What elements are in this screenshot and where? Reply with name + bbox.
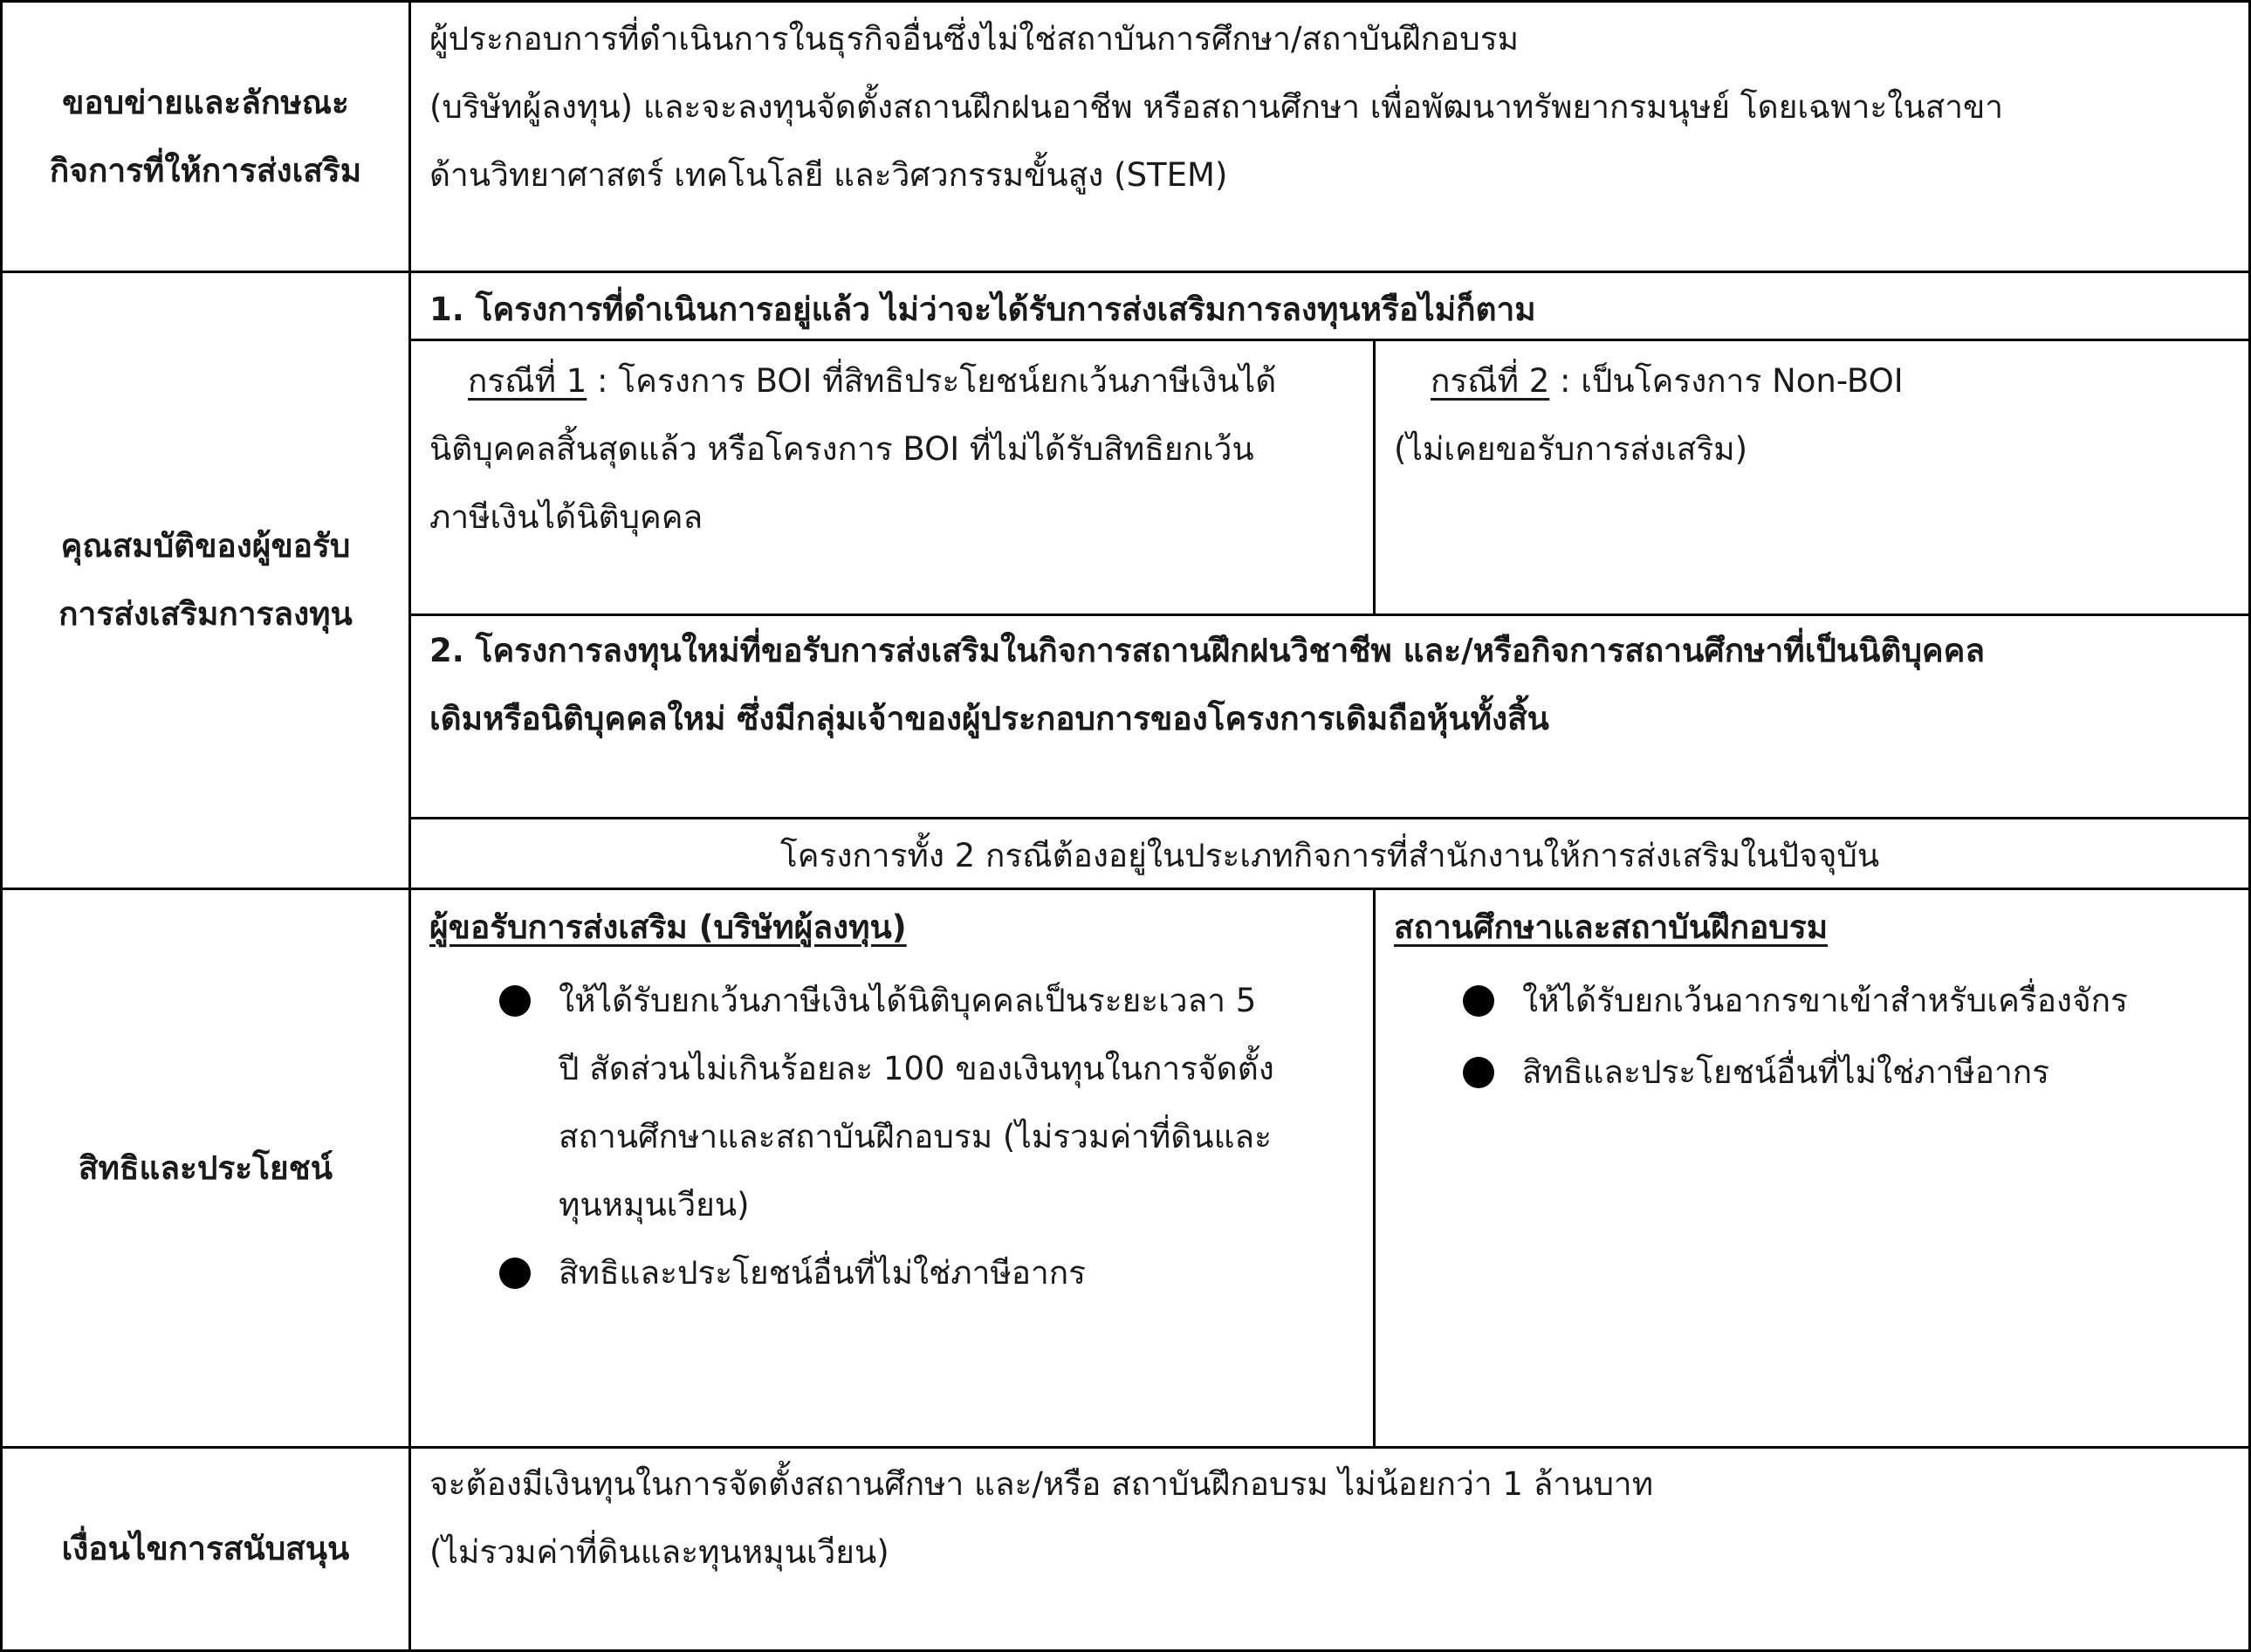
scope-content-line: ด้านวิทยาศาสตร์ เทคโนโลยี และวิศวกรรมขั้นสูง (STEM) [429,156,1228,194]
scope-label-line: กิจการที่ให้การส่งเสริม [49,151,362,189]
qualification-label-line: คุณสมบัติของผู้ขอรับ [60,527,351,565]
qualification-label-line: การส่งเสริมการลงทุน [58,595,353,633]
case1-line: นิติบุคคลสิ้นสุดแล้ว หรือโครงการ BOI ที่ไม่ได้รับสิทธิยกเว้น [429,430,1254,468]
investor-bullet1-line: สถานศึกษาและสถาบันฝึกอบรม (ไม่รวมค่าที่ดินและ [559,1118,1272,1155]
benefits-label-text: สิทธิและประโยชน์ [78,1148,333,1187]
benefits-column-divider [1373,888,1376,1448]
bullet-icon [1463,1057,1494,1088]
institution-heading-text: สถานศึกษาและสถาบันฝึกอบรม [1394,908,1829,946]
institution-bullet2-text: สิทธิและประโยชน์อื่นที่ไม่ใช่ภาษีอากร [1522,1053,2050,1091]
institution-heading [1394,894,1828,962]
qualification-note [411,822,2248,890]
case2-cell [1394,347,2241,483]
item1-text: 1. โครงการที่ดำเนินการอยู่แล้ว ไม่ว่าจะได้รับการส่งเสริมการลงทุนหรือไม่ก็ตาม [429,291,1536,328]
institution-bullet1-text: ให้ได้รับยกเว้นอากรขาเข้าสำหรับเครื่องจักร [1522,982,2128,1019]
conditions-label [3,1449,408,1649]
investor-bullet2 [559,1239,1086,1307]
institution-bullet1 [1522,967,2128,1035]
sub-divider-cases [408,614,2251,616]
scope-content-line: ผู้ประกอบการที่ดำเนินการในธุรกิจอื่นซึ่งไม่ใช่สถาบันการศึกษา/สถาบันฝึกอบรม [429,20,1520,58]
scope-content-line: (บริษัทผู้ลงทุน) และจะลงทุนจัดตั้งสถานฝึกฝนอาชีพ หรือสถานศึกษา เพื่อพัฒนาทรัพยากรมนุษย์ โดยเฉพาะในสาขา [429,88,2004,126]
scope-label-line: ขอบข่ายและลักษณะ [62,83,349,121]
item2-line: 2. โครงการลงทุนใหม่ที่ขอรับการส่งเสริมในกิจการสถานฝึกฝนวิชาชีพ และ/หรือกิจการสถานศึกษาที่เป็นนิติบุคคล [429,632,1986,669]
investor-bullet1 [559,967,1274,1239]
investor-bullet1-line: ให้ได้รับยกเว้นภาษีเงินได้นิติบุคคลเป็นระยะเวลา 5 [559,982,1257,1019]
scope-content [429,5,2236,209]
bullet-icon [1463,985,1494,1017]
qualification-item1 [429,276,2236,344]
bullet-icon [499,1258,531,1289]
case1-line: ภาษีเงินได้นิติบุคคล [429,498,703,536]
case2-line: (ไม่เคยขอรับการส่งเสริม) [1394,430,1748,468]
investor-heading-text: ผู้ขอรับการส่งเสริม (บริษัทผู้ลงทุน) [429,908,907,946]
scope-label [3,3,408,271]
case2-line [1394,347,2241,415]
case2-title: กรณีที่ 2 [1431,362,1550,400]
case1-line [429,347,1363,415]
case-column-divider [1373,339,1376,615]
investor-heading [429,894,907,962]
bullet-icon [499,985,531,1017]
note-text: โครงการทั้ง 2 กรณีต้องอยู่ในประเภทกิจการที่สำนักงานให้การส่งเสริมในปัจจุบัน [779,837,1880,874]
case1-title: กรณีที่ 1 [468,362,587,400]
case1-cell [429,347,1363,552]
case2-text: : เป็นโครงการ Non-BOI [1549,362,1904,400]
qualification-item2 [429,617,2245,753]
investor-bullet1-line: ทุนหมุนเวียน) [559,1186,750,1224]
sub-divider-item2 [408,817,2251,819]
conditions-line: (ไม่รวมค่าที่ดินและทุนหมุนเวียน) [429,1533,889,1571]
case1-text: : โครงการ BOI ที่สิทธิประโยชน์ยกเว้นภาษีเงินได้ [587,362,1277,400]
conditions-label-text: เงื่อนไขการสนับสนุน [61,1530,350,1567]
conditions-content [429,1450,2236,1587]
qualification-label [3,273,408,888]
institution-bullet2 [1522,1038,2049,1107]
item2-line: เดิมหรือนิติบุคคลใหม่ ซึ่งมีกลุ่มเจ้าของผู้ประกอบการของโครงการเดิมถือหุ้นทั้งสิ้น [429,700,1549,737]
conditions-line: จะต้องมีเงินทุนในการจัดตั้งสถานศึกษา และ/หรือ สถาบันฝึกอบรม ไม่น้อยกว่า 1 ล้านบาท [429,1465,1654,1503]
investor-bullet1-line: ปี สัดส่วนไม่เกินร้อยละ 100 ของเงินทุนในการจัดตั้ง [559,1050,1274,1087]
investor-bullet2-text: สิทธิและประโยชน์อื่นที่ไม่ใช่ภาษีอากร [559,1254,1087,1292]
benefits-label [3,890,408,1446]
